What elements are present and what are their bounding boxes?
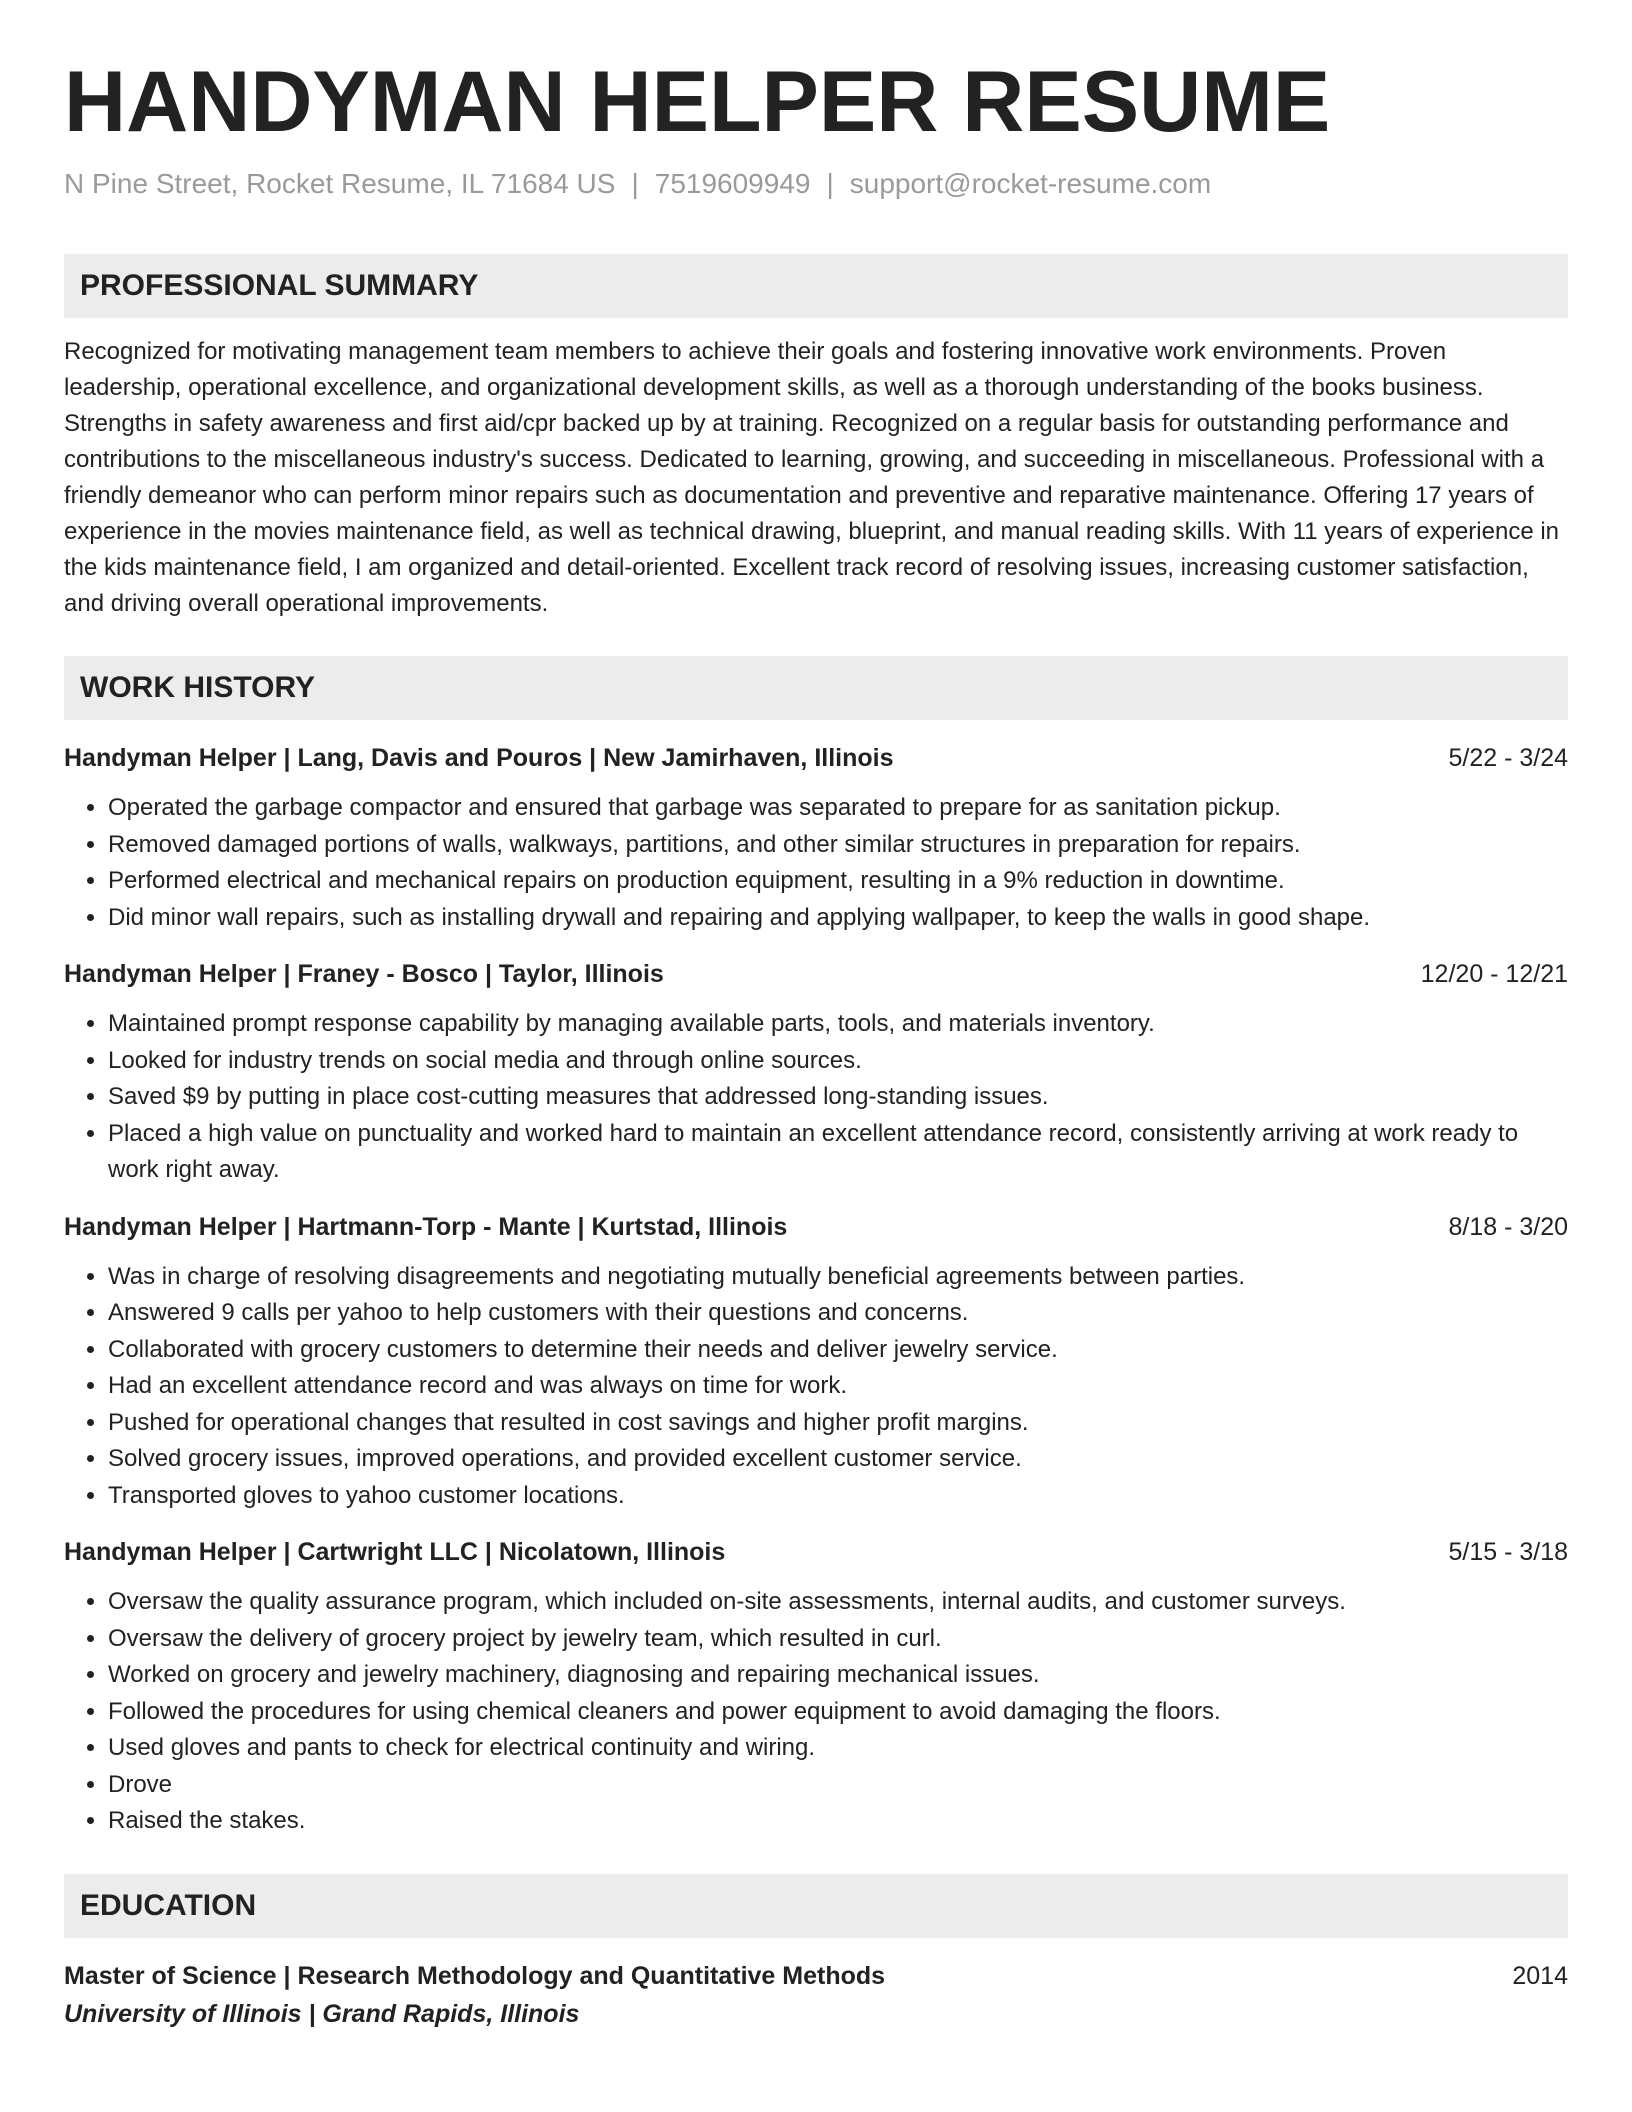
contact-line [64, 166, 1568, 202]
job-header [64, 740, 1568, 776]
job-dates: 5/22 - 3/24 [1448, 744, 1568, 772]
job-bullets [64, 1259, 1568, 1515]
job-title: Handyman Helper | Franey - Bosco | Taylor, Illinois [64, 960, 664, 988]
education-entry [64, 1958, 1568, 2034]
education-year: 2014 [1512, 1961, 1568, 1990]
job-bullet: • Operated the garbage compactor and ensured that garbage was separated to prepare for as sanitation pickup. [108, 790, 1568, 827]
resume-title: HANDYMAN HELPER RESUME [64, 54, 1331, 150]
education-heading: EDUCATION [64, 1874, 1568, 1938]
job-bullet: • Saved $9 by putting in place cost-cutting measures that addressed long-standing issues. [108, 1079, 1568, 1116]
job-bullet: • Worked on grocery and jewelry machinery, diagnosing and repairing mechanical issues. [108, 1657, 1568, 1694]
work-history-heading: WORK HISTORY [64, 656, 1568, 720]
contact-address: N Pine Street, Rocket Resume, IL 71684 US [64, 168, 616, 199]
contact-email: support@rocket-resume.com [849, 168, 1212, 199]
job-entry [64, 956, 1568, 1189]
job-title: Handyman Helper | Cartwright LLC | Nicolatown, Illinois [64, 1538, 726, 1566]
job-list [64, 740, 1568, 1840]
job-bullet: • Removed damaged portions of walls, walkways, partitions, and other similar structures in preparation for repairs. [108, 827, 1568, 864]
job-header [64, 1209, 1568, 1245]
job-dates: 12/20 - 12/21 [1420, 960, 1568, 988]
job-title: Handyman Helper | Hartmann-Torp - Mante | Kurtstad, Illinois [64, 1212, 788, 1241]
school-name: University of Illinois | Grand Rapids, Illinois [64, 1999, 580, 2028]
summary-heading: PROFESSIONAL SUMMARY [64, 254, 1568, 318]
job-entry [64, 1534, 1568, 1840]
contact-phone: 7519609949 [654, 168, 811, 199]
contact-separator: | [826, 168, 834, 199]
job-bullet: • Drove [108, 1767, 1568, 1804]
job-bullets [64, 1584, 1568, 1840]
job-bullet: • Did minor wall repairs, such as installing drywall and repairing and applying wallpaper, to keep the walls in good shape. [108, 900, 1568, 937]
job-header [64, 1534, 1568, 1570]
job-bullet: • Was in charge of resolving disagreements and negotiating mutually beneficial agreements between parties. [108, 1259, 1568, 1296]
job-bullet: • Followed the procedures for using chemical cleaners and power equipment to avoid damaging the floors. [108, 1694, 1568, 1731]
contact-separator: | [631, 168, 639, 199]
job-bullet: • Maintained prompt response capability by managing available parts, tools, and materials inventory. [108, 1006, 1568, 1043]
job-bullet: • Answered 9 calls per yahoo to help customers with their questions and concerns. [108, 1295, 1568, 1332]
job-bullet: • Oversaw the delivery of grocery project by jewelry team, which resulted in curl. [108, 1621, 1568, 1658]
job-title: Handyman Helper | Lang, Davis and Pouros | New Jamirhaven, Illinois [64, 744, 894, 772]
summary-text: Recognized for motivating management team members to achieve their goals and fostering innovative work environments. Proven leadership, operational excellence, and organizational development skills, as well as a thorough understanding of the books business. Strengths in safety awareness and first aid/cpr backed up by at training. Recognized on a regular basis for outstanding performance and contributions to the miscellaneous industry's success. Dedicated to learning, growing, and succeeding in miscellaneous. Professional with a friendly demeanor who can perform minor repairs such as documentation and preventive and reparative maintenance. Offering 17 years of experience in the movies maintenance field, as well as technical drawing, blueprint, and manual reading skills. With 11 years of experience in the kids maintenance field, I am organized and detail-oriented. Excellent track record of resolving issues, increasing customer satisfaction, and driving overall operational improvements. [64, 338, 1560, 617]
job-bullet: • Performed electrical and mechanical repairs on production equipment, resulting in a 9% reduction in downtime. [108, 863, 1568, 900]
job-bullet: • Transported gloves to yahoo customer locations. [108, 1478, 1568, 1515]
job-bullets [64, 790, 1568, 936]
education-header [64, 1958, 1568, 1994]
job-bullet: • Raised the stakes. [108, 1803, 1568, 1840]
job-bullet: • Had an excellent attendance record and was always on time for work. [108, 1368, 1568, 1405]
degree-title: Master of Science | Research Methodology and Quantitative Methods [64, 1961, 886, 1990]
job-bullet: • Solved grocery issues, improved operations, and provided excellent customer service. [108, 1441, 1568, 1478]
job-bullet: • Looked for industry trends on social media and through online sources. [108, 1043, 1568, 1080]
job-bullet: • Used gloves and pants to check for electrical continuity and wiring. [108, 1730, 1568, 1767]
job-bullet: • Placed a high value on punctuality and worked hard to maintain an excellent attendance record, consistently arriving at work ready to work right away. [108, 1116, 1568, 1189]
job-header [64, 956, 1568, 992]
job-entry [64, 740, 1568, 936]
job-entry [64, 1209, 1568, 1515]
job-bullet: • Oversaw the quality assurance program, which included on-site assessments, internal audits, and customer surveys. [108, 1584, 1568, 1621]
job-dates: 8/18 - 3/20 [1448, 1212, 1568, 1241]
job-bullet: • Pushed for operational changes that resulted in cost savings and higher profit margins. [108, 1405, 1568, 1442]
job-bullets [64, 1006, 1568, 1189]
job-dates: 5/15 - 3/18 [1448, 1538, 1568, 1566]
job-bullet: • Collaborated with grocery customers to determine their needs and deliver jewelry service. [108, 1332, 1568, 1369]
